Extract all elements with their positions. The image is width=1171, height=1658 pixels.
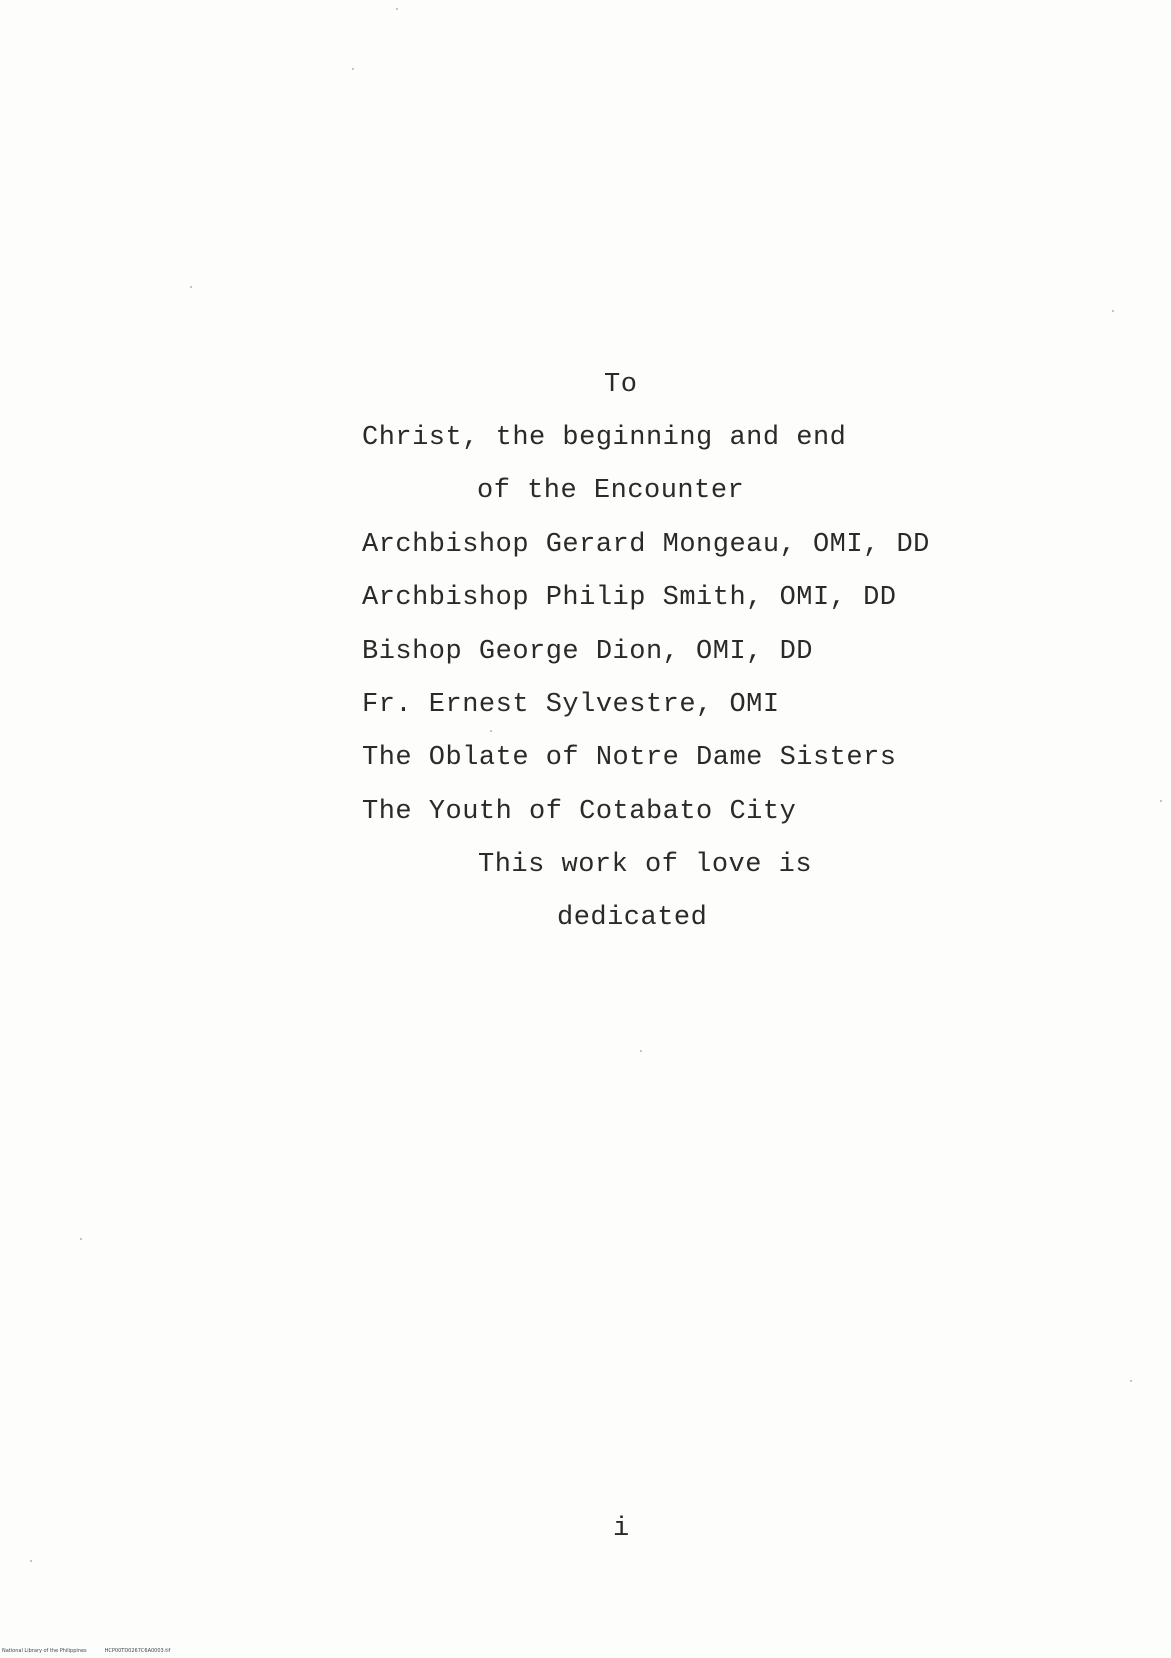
scan-speck [352,68,354,70]
dedication-closing: dedicated [557,903,708,933]
dedication-closing: This work of love is [478,850,813,880]
scan-footer [2,1649,188,1654]
dedication-line: Fr. Ernest Sylvestre, OMI [362,690,780,720]
page-number: i [613,1514,630,1544]
scan-speck [1112,310,1114,312]
dedication-line: The Youth of Cotabato City [362,797,797,827]
scan-speck [1130,1380,1132,1382]
scan-speck [80,1238,82,1240]
scan-speck [640,1050,642,1052]
footer-file-id: HCP00TD0267C6A0003.tif [104,1648,171,1654]
scan-speck [1160,800,1162,802]
scan-speck [490,730,492,732]
dedication-line: Archbishop Gerard Mongeau, OMI, DD [362,530,930,560]
dedication-to: To [604,370,638,400]
dedication-line: Bishop George Dion, OMI, DD [362,637,813,667]
footer-library: National Library of the Philippines [2,1648,87,1654]
scan-speck [190,286,192,288]
scan-speck [396,8,398,10]
dedication-line: of the Encounter [477,476,745,506]
scan-speck [30,1560,32,1562]
dedication-line: Archbishop Philip Smith, OMI, DD [362,583,897,613]
dedication-line: Christ, the beginning and end [362,423,847,453]
dedication-line: The Oblate of Notre Dame Sisters [362,743,897,773]
